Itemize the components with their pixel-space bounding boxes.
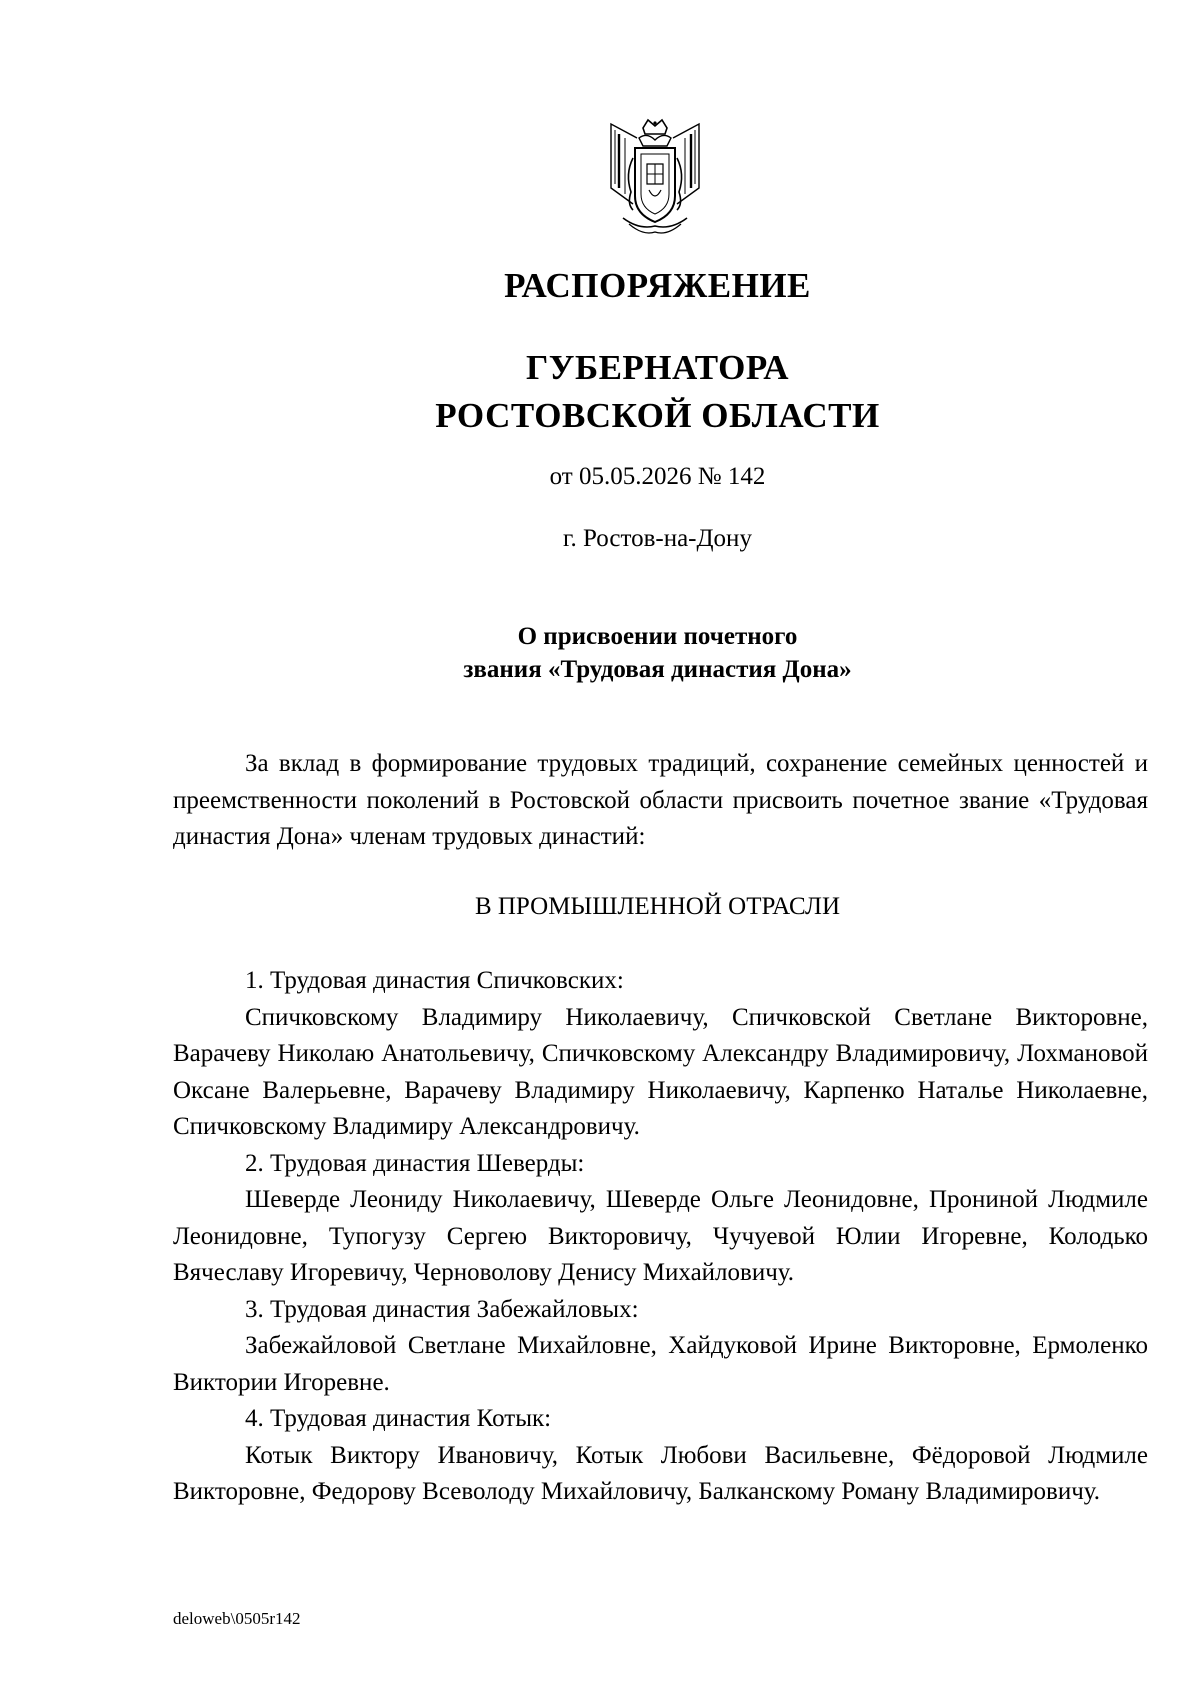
dynasty-members: Спичковскому Владимиру Николаевичу, Спичковской Светлане Викторовне, Варачеву Николаю Анатольевичу, Спичковскому Александру Владимировичу, Лохмановой Оксане Валерьевне, Варачеву Владимиру Николаевичу, Карпенко Наталье Николаевне, Спичковскому Владимиру Александровичу. [173, 1003, 1148, 1140]
intro-block [173, 746, 1148, 856]
dynasty-heading: 3. Трудовая династия Забежайловых: [245, 1295, 639, 1323]
document-city: г. Ростов-на-Дону [563, 525, 752, 552]
dynasty-heading: 4. Трудовая династия Котык: [245, 1405, 552, 1432]
rostov-region-coat-of-arms-icon [603, 118, 708, 240]
issuer-line-2: РОСТОВСКОЙ ОБЛАСТИ [435, 396, 880, 435]
dynasty-heading: 2. Трудовая династия Шеверды: [245, 1149, 585, 1177]
dynasty-members: Шеверде Леониду Николаевичу, Шеверде Ольге Леонидовне, Прониной Людмиле Леонидовне, Тупогузу Сергею Викторовичу, Чучуевой Юлии Игоревне, Колодько Вячеславу Игоревичу, Черноволову Денису Михайловичу. [173, 1186, 1148, 1286]
subject-line-1: О присвоении почетного [517, 623, 798, 650]
file-reference: deloweb\0505r142 [173, 1609, 301, 1628]
issuer-line-1: ГУБЕРНАТОРА [525, 348, 790, 387]
document-date-number: от 05.05.2026 № 142 [549, 463, 766, 490]
dynasty-members: Котык Виктору Ивановичу, Котык Любови Васильевне, Фёдоровой Людмиле Викторовне, Федорову Всеволоду Михайловичу, Балканскому Роману Владимировичу. [173, 1441, 1148, 1505]
section-title: В ПРОМЫШЛЕННОЙ ОТРАСЛИ [474, 893, 841, 920]
dynasty-list [173, 963, 1148, 1511]
document-type-title: РАСПОРЯЖЕНИЕ [504, 266, 811, 305]
subject-line-2: звания «Трудовая династия Дона» [463, 656, 852, 683]
intro-paragraph: За вклад в формирование трудовых традиций, сохранение семейных ценностей и преемственности поколений в Ростовской области присвоить почетное звание «Трудовая династия Дона» членам трудовых династий: [173, 750, 1148, 850]
issuer-title [0, 344, 1200, 440]
dynasty-members: Забежайловой Светлане Михайловне, Хайдуковой Ирине Викторовне, Ермоленко Виктории Игоревне. [173, 1332, 1148, 1396]
document-subject [0, 620, 1200, 686]
dynasty-heading: 1. Трудовая династия Спичковских: [245, 967, 624, 994]
